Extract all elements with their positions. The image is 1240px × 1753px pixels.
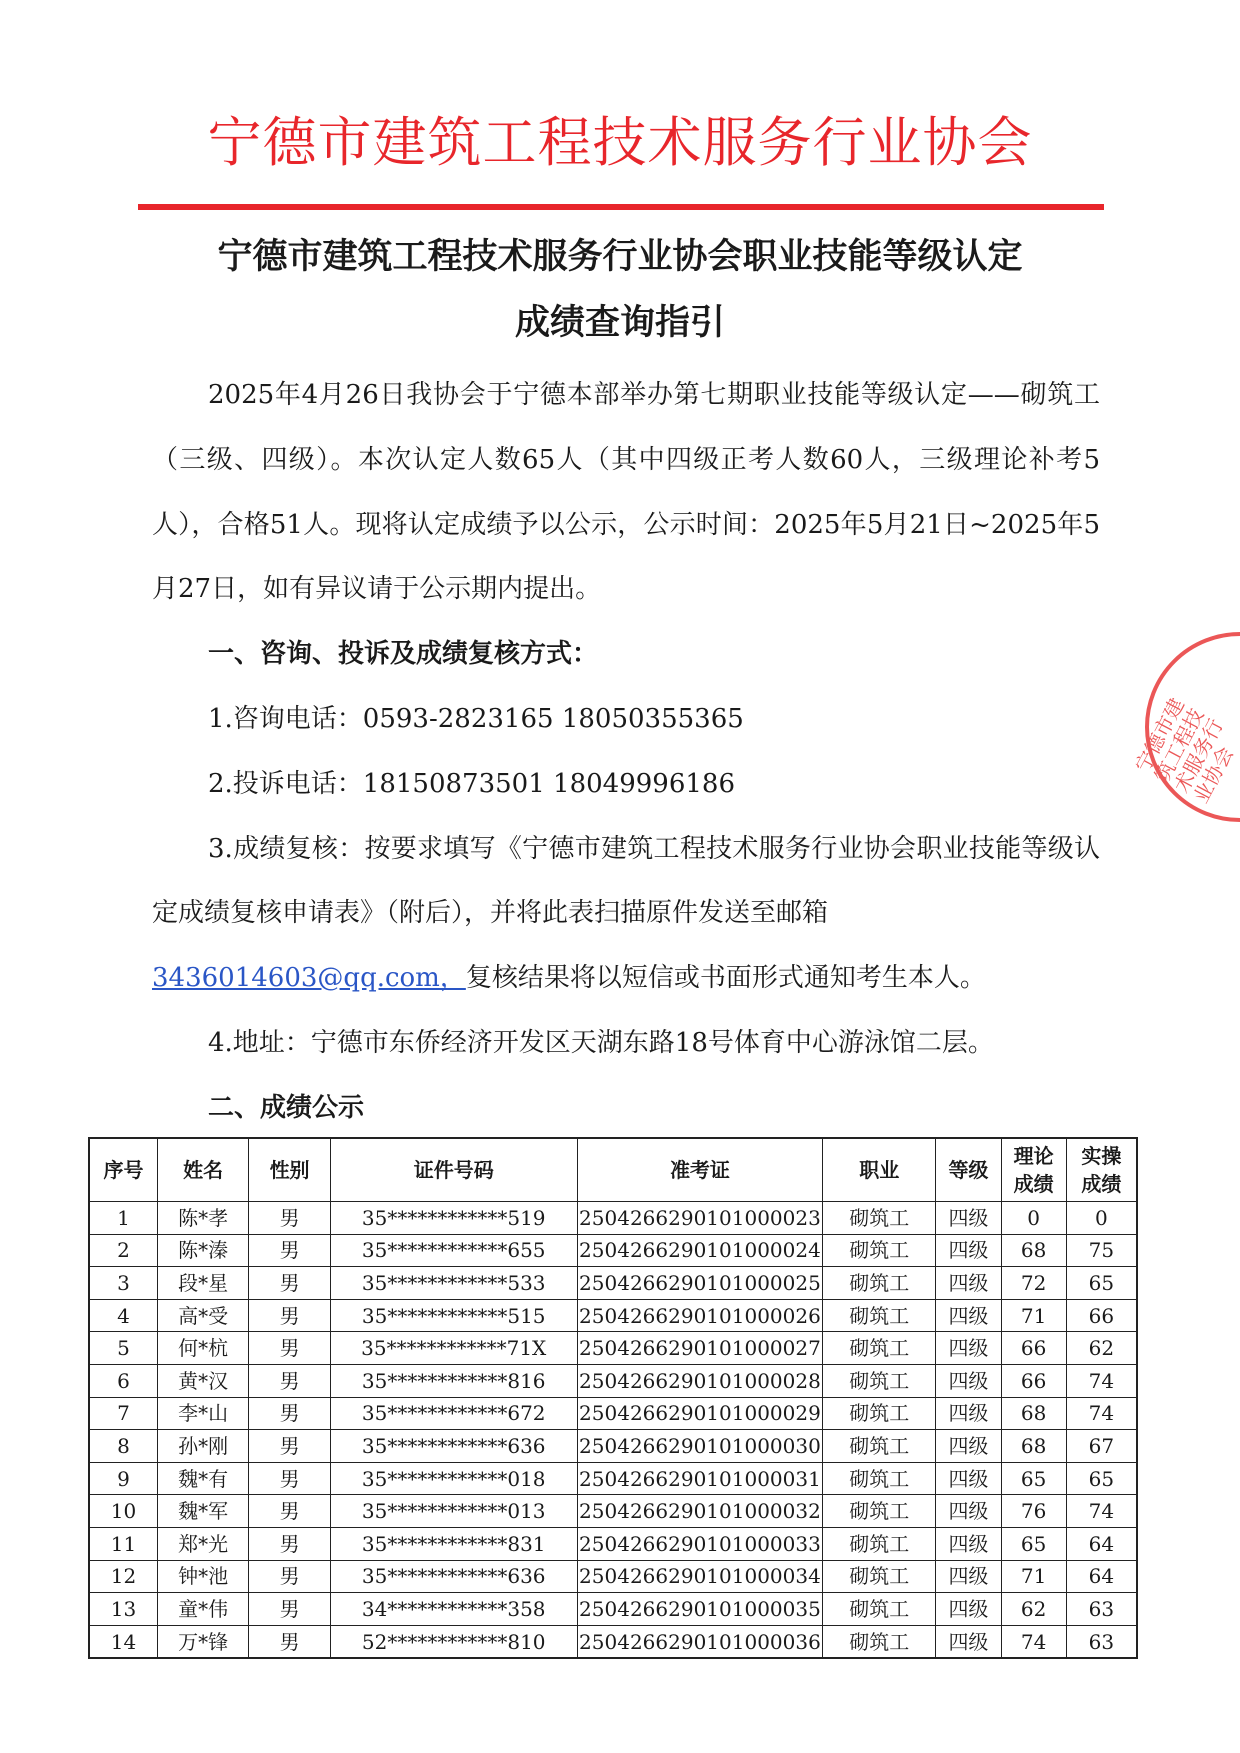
cell-id-number: 35************816: [330, 1364, 577, 1397]
cell-index: 13: [89, 1593, 157, 1626]
score-review-text: 3.成绩复核：按要求填写《宁德市建筑工程技术服务行业协会职业技能等级认定成绩复核申请表》（附后），并将此表扫描原件发送至邮箱: [152, 833, 1100, 929]
cell-level: 四级: [936, 1299, 1001, 1332]
cell-theory-score: 66: [1001, 1332, 1066, 1365]
cell-index: 9: [89, 1462, 157, 1495]
cell-gender: 男: [249, 1625, 331, 1658]
cell-level: 四级: [936, 1593, 1001, 1626]
cell-level: 四级: [936, 1462, 1001, 1495]
cell-practical-score: 74: [1066, 1397, 1137, 1430]
cell-level: 四级: [936, 1495, 1001, 1528]
cell-occupation: 砌筑工: [823, 1364, 936, 1397]
cell-name: 魏*军: [157, 1495, 248, 1528]
cell-gender: 男: [249, 1462, 331, 1495]
cell-name: 钟*池: [157, 1560, 248, 1593]
cell-level: 四级: [936, 1625, 1001, 1658]
cell-id-number: 35************636: [330, 1560, 577, 1593]
table-body: [89, 1202, 1137, 1659]
cell-gender: 男: [249, 1397, 331, 1430]
cell-exam-ticket: 2504266290101000033: [577, 1527, 823, 1560]
score-review-paragraph: [152, 817, 1100, 1011]
cell-theory-score: 74: [1001, 1625, 1066, 1658]
table-row: [89, 1495, 1137, 1528]
cell-index: 11: [89, 1527, 157, 1560]
cell-name: 万*锋: [157, 1625, 248, 1658]
cell-index: 12: [89, 1560, 157, 1593]
cell-theory-score: 68: [1001, 1397, 1066, 1430]
cell-level: 四级: [936, 1527, 1001, 1560]
practical-label-1: 实操: [1081, 1144, 1122, 1168]
cell-exam-ticket: 2504266290101000025: [577, 1267, 823, 1300]
cell-index: 2: [89, 1234, 157, 1267]
cell-gender: 男: [249, 1527, 331, 1560]
cell-practical-score: 74: [1066, 1364, 1137, 1397]
cell-id-number: 35************515: [330, 1299, 577, 1332]
cell-level: 四级: [936, 1397, 1001, 1430]
cell-id-number: 35************655: [330, 1234, 577, 1267]
cell-theory-score: 76: [1001, 1495, 1066, 1528]
cell-theory-score: 65: [1001, 1462, 1066, 1495]
cell-occupation: 砌筑工: [823, 1462, 936, 1495]
cell-index: 10: [89, 1495, 157, 1528]
col-id-number: 证件号码: [330, 1138, 577, 1202]
cell-name: 何*杭: [157, 1332, 248, 1365]
cell-gender: 男: [249, 1299, 331, 1332]
cell-name: 高*受: [157, 1299, 248, 1332]
score-review-notice: 复核结果将以短信或书面形式通知考生本人。: [465, 963, 986, 994]
seal-text: 宁德市建筑工程技术服务行业协会: [1130, 694, 1238, 807]
table-row: [89, 1593, 1137, 1626]
cell-name: 陈*孝: [157, 1202, 248, 1235]
cell-occupation: 砌筑工: [823, 1495, 936, 1528]
complaint-phone: 2.投诉电话：18150873501 18049996186: [208, 768, 735, 799]
cell-theory-score: 65: [1001, 1527, 1066, 1560]
cell-gender: 男: [249, 1560, 331, 1593]
cell-practical-score: 63: [1066, 1625, 1137, 1658]
cell-exam-ticket: 2504266290101000036: [577, 1625, 823, 1658]
col-gender: 性别: [249, 1138, 331, 1202]
cell-theory-score: 62: [1001, 1593, 1066, 1626]
cell-exam-ticket: 2504266290101000023: [577, 1202, 823, 1235]
cell-practical-score: 0: [1066, 1202, 1137, 1235]
cell-index: 3: [89, 1267, 157, 1300]
cell-id-number: 35************831: [330, 1527, 577, 1560]
cell-level: 四级: [936, 1202, 1001, 1235]
cell-exam-ticket: 2504266290101000027: [577, 1332, 823, 1365]
cell-exam-ticket: 2504266290101000032: [577, 1495, 823, 1528]
consult-phone: 1.咨询电话：0593-2823165 18050355365: [208, 703, 744, 734]
cell-theory-score: 66: [1001, 1364, 1066, 1397]
table-row: [89, 1560, 1137, 1593]
cell-level: 四级: [936, 1267, 1001, 1300]
cell-practical-score: 64: [1066, 1527, 1137, 1560]
cell-id-number: 34************358: [330, 1593, 577, 1626]
practical-label-2: 成绩: [1081, 1172, 1122, 1196]
cell-occupation: 砌筑工: [823, 1299, 936, 1332]
table-row: [89, 1202, 1137, 1235]
cell-level: 四级: [936, 1234, 1001, 1267]
cell-exam-ticket: 2504266290101000026: [577, 1299, 823, 1332]
cell-name: 段*星: [157, 1267, 248, 1300]
table-row: [89, 1267, 1137, 1300]
col-practical-score: [1066, 1138, 1137, 1202]
cell-practical-score: 66: [1066, 1299, 1137, 1332]
document-title-line-2: 成绩查询指引: [514, 303, 725, 343]
table-header-row: [89, 1138, 1137, 1202]
cell-exam-ticket: 2504266290101000024: [577, 1234, 823, 1267]
cell-index: 1: [89, 1202, 157, 1235]
cell-level: 四级: [936, 1364, 1001, 1397]
cell-exam-ticket: 2504266290101000031: [577, 1462, 823, 1495]
cell-exam-ticket: 2504266290101000029: [577, 1397, 823, 1430]
cell-occupation: 砌筑工: [823, 1202, 936, 1235]
table-row: [89, 1299, 1137, 1332]
cell-occupation: 砌筑工: [823, 1397, 936, 1430]
cell-index: 7: [89, 1397, 157, 1430]
section-1-heading: 一、咨询、投诉及成绩复核方式：: [208, 639, 599, 670]
cell-practical-score: 74: [1066, 1495, 1137, 1528]
table-row: [89, 1625, 1137, 1658]
cell-occupation: 砌筑工: [823, 1430, 936, 1463]
cell-gender: 男: [249, 1267, 331, 1300]
red-divider: [138, 204, 1104, 210]
cell-index: 6: [89, 1364, 157, 1397]
theory-label-1: 理论: [1013, 1144, 1054, 1168]
table-row: [89, 1462, 1137, 1495]
cell-theory-score: 68: [1001, 1234, 1066, 1267]
cell-id-number: 35************636: [330, 1430, 577, 1463]
col-exam-ticket: 准考证: [577, 1138, 823, 1202]
address: 4.地址：宁德市东侨经济开发区天湖东路18号体育中心游泳馆二层。: [208, 1027, 994, 1058]
cell-name: 黄*汉: [157, 1364, 248, 1397]
cell-id-number: 35************672: [330, 1397, 577, 1430]
cell-name: 魏*有: [157, 1462, 248, 1495]
cell-level: 四级: [936, 1560, 1001, 1593]
cell-occupation: 砌筑工: [823, 1332, 936, 1365]
cell-practical-score: 63: [1066, 1593, 1137, 1626]
cell-practical-score: 62: [1066, 1332, 1137, 1365]
organization-name: 宁德市建筑工程技术服务行业协会: [207, 111, 1033, 174]
cell-theory-score: 0: [1001, 1202, 1066, 1235]
review-email-link[interactable]: 3436014603@qq.com，: [152, 963, 466, 994]
table-row: [89, 1430, 1137, 1463]
cell-occupation: 砌筑工: [823, 1593, 936, 1626]
cell-theory-score: 68: [1001, 1430, 1066, 1463]
cell-name: 郑*光: [157, 1527, 248, 1560]
cell-theory-score: 71: [1001, 1299, 1066, 1332]
score-table: [88, 1137, 1138, 1659]
document-body: [152, 363, 1100, 1141]
cell-practical-score: 75: [1066, 1234, 1137, 1267]
cell-index: 8: [89, 1430, 157, 1463]
cell-index: 5: [89, 1332, 157, 1365]
document-title-line-1: 宁德市建筑工程技术服务行业协会职业技能等级认定: [217, 237, 1023, 277]
cell-exam-ticket: 2504266290101000028: [577, 1364, 823, 1397]
cell-name: 孙*刚: [157, 1430, 248, 1463]
cell-practical-score: 67: [1066, 1430, 1137, 1463]
cell-name: 童*伟: [157, 1593, 248, 1626]
cell-id-number: 35************71X: [330, 1332, 577, 1365]
cell-exam-ticket: 2504266290101000034: [577, 1560, 823, 1593]
cell-practical-score: 65: [1066, 1267, 1137, 1300]
official-seal-stamp: [1130, 632, 1240, 822]
intro-paragraph: 2025年4月26日我协会于宁德本部举办第七期职业技能等级认定——砌筑工（三级、四级）。本次认定人数65人（其中四级正考人数60人，三级理论补考5人），合格51人。现将认定成绩予以公示，公示时间：2025年5月21日~2025年5月27日，如有异议请于公示期内提出。: [152, 380, 1100, 605]
table-row: [89, 1332, 1137, 1365]
cell-theory-score: 71: [1001, 1560, 1066, 1593]
col-occupation: 职业: [823, 1138, 936, 1202]
cell-level: 四级: [936, 1332, 1001, 1365]
cell-level: 四级: [936, 1430, 1001, 1463]
col-level: 等级: [936, 1138, 1001, 1202]
cell-id-number: 35************519: [330, 1202, 577, 1235]
cell-occupation: 砌筑工: [823, 1560, 936, 1593]
cell-id-number: 35************013: [330, 1495, 577, 1528]
cell-id-number: 35************018: [330, 1462, 577, 1495]
col-name: 姓名: [157, 1138, 248, 1202]
cell-id-number: 35************533: [330, 1267, 577, 1300]
cell-theory-score: 72: [1001, 1267, 1066, 1300]
col-theory-score: [1001, 1138, 1066, 1202]
cell-index: 4: [89, 1299, 157, 1332]
cell-id-number: 52************810: [330, 1625, 577, 1658]
cell-name: 陈*溱: [157, 1234, 248, 1267]
cell-gender: 男: [249, 1234, 331, 1267]
theory-label-2: 成绩: [1013, 1172, 1054, 1196]
cell-gender: 男: [249, 1332, 331, 1365]
cell-gender: 男: [249, 1593, 331, 1626]
cell-occupation: 砌筑工: [823, 1527, 936, 1560]
cell-name: 李*山: [157, 1397, 248, 1430]
cell-practical-score: 65: [1066, 1462, 1137, 1495]
col-index: 序号: [89, 1138, 157, 1202]
cell-practical-score: 64: [1066, 1560, 1137, 1593]
cell-exam-ticket: 2504266290101000030: [577, 1430, 823, 1463]
cell-occupation: 砌筑工: [823, 1234, 936, 1267]
cell-gender: 男: [249, 1364, 331, 1397]
table-row: [89, 1397, 1137, 1430]
table-row: [89, 1234, 1137, 1267]
cell-exam-ticket: 2504266290101000035: [577, 1593, 823, 1626]
table-row: [89, 1527, 1137, 1560]
table-row: [89, 1364, 1137, 1397]
cell-gender: 男: [249, 1202, 331, 1235]
cell-occupation: 砌筑工: [823, 1267, 936, 1300]
cell-index: 14: [89, 1625, 157, 1658]
cell-occupation: 砌筑工: [823, 1625, 936, 1658]
cell-gender: 男: [249, 1495, 331, 1528]
section-2-heading: 二、成绩公示: [208, 1092, 365, 1123]
cell-gender: 男: [249, 1430, 331, 1463]
